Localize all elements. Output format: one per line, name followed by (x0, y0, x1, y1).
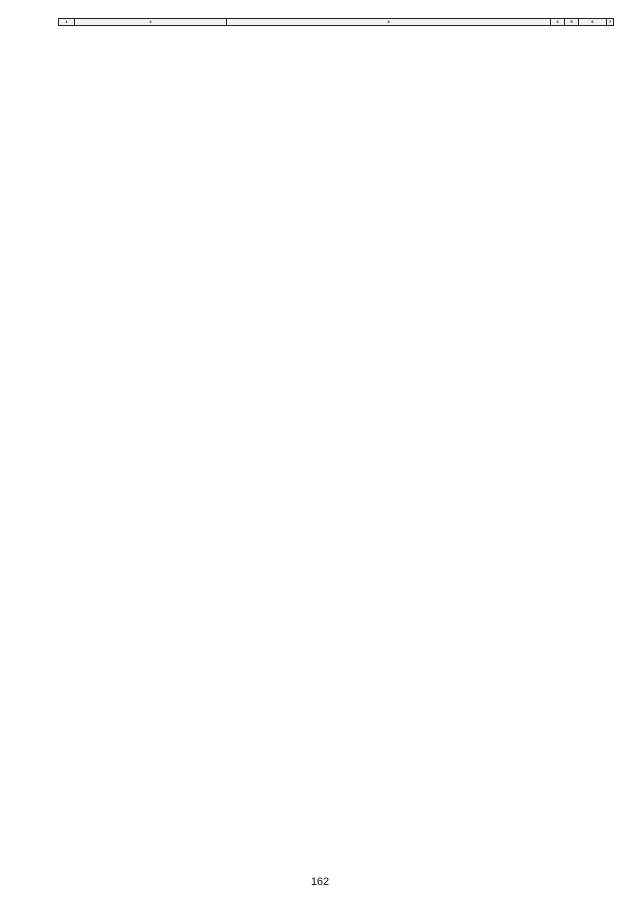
col-number-cell: 4 (551, 19, 565, 26)
col-number-cell: 6 (579, 19, 607, 26)
col-number-cell: 1 (59, 19, 75, 26)
table-body (59, 19, 614, 26)
column-number-row (59, 19, 614, 26)
page-number: 162 (310, 876, 330, 888)
col-number-cell: 2 (75, 19, 227, 26)
col-number-cell: 3 (227, 19, 551, 26)
register-sheet (58, 18, 613, 26)
works-register-table (58, 18, 614, 26)
col-number-cell: 7 (607, 19, 614, 26)
col-number-cell: 5 (565, 19, 579, 26)
